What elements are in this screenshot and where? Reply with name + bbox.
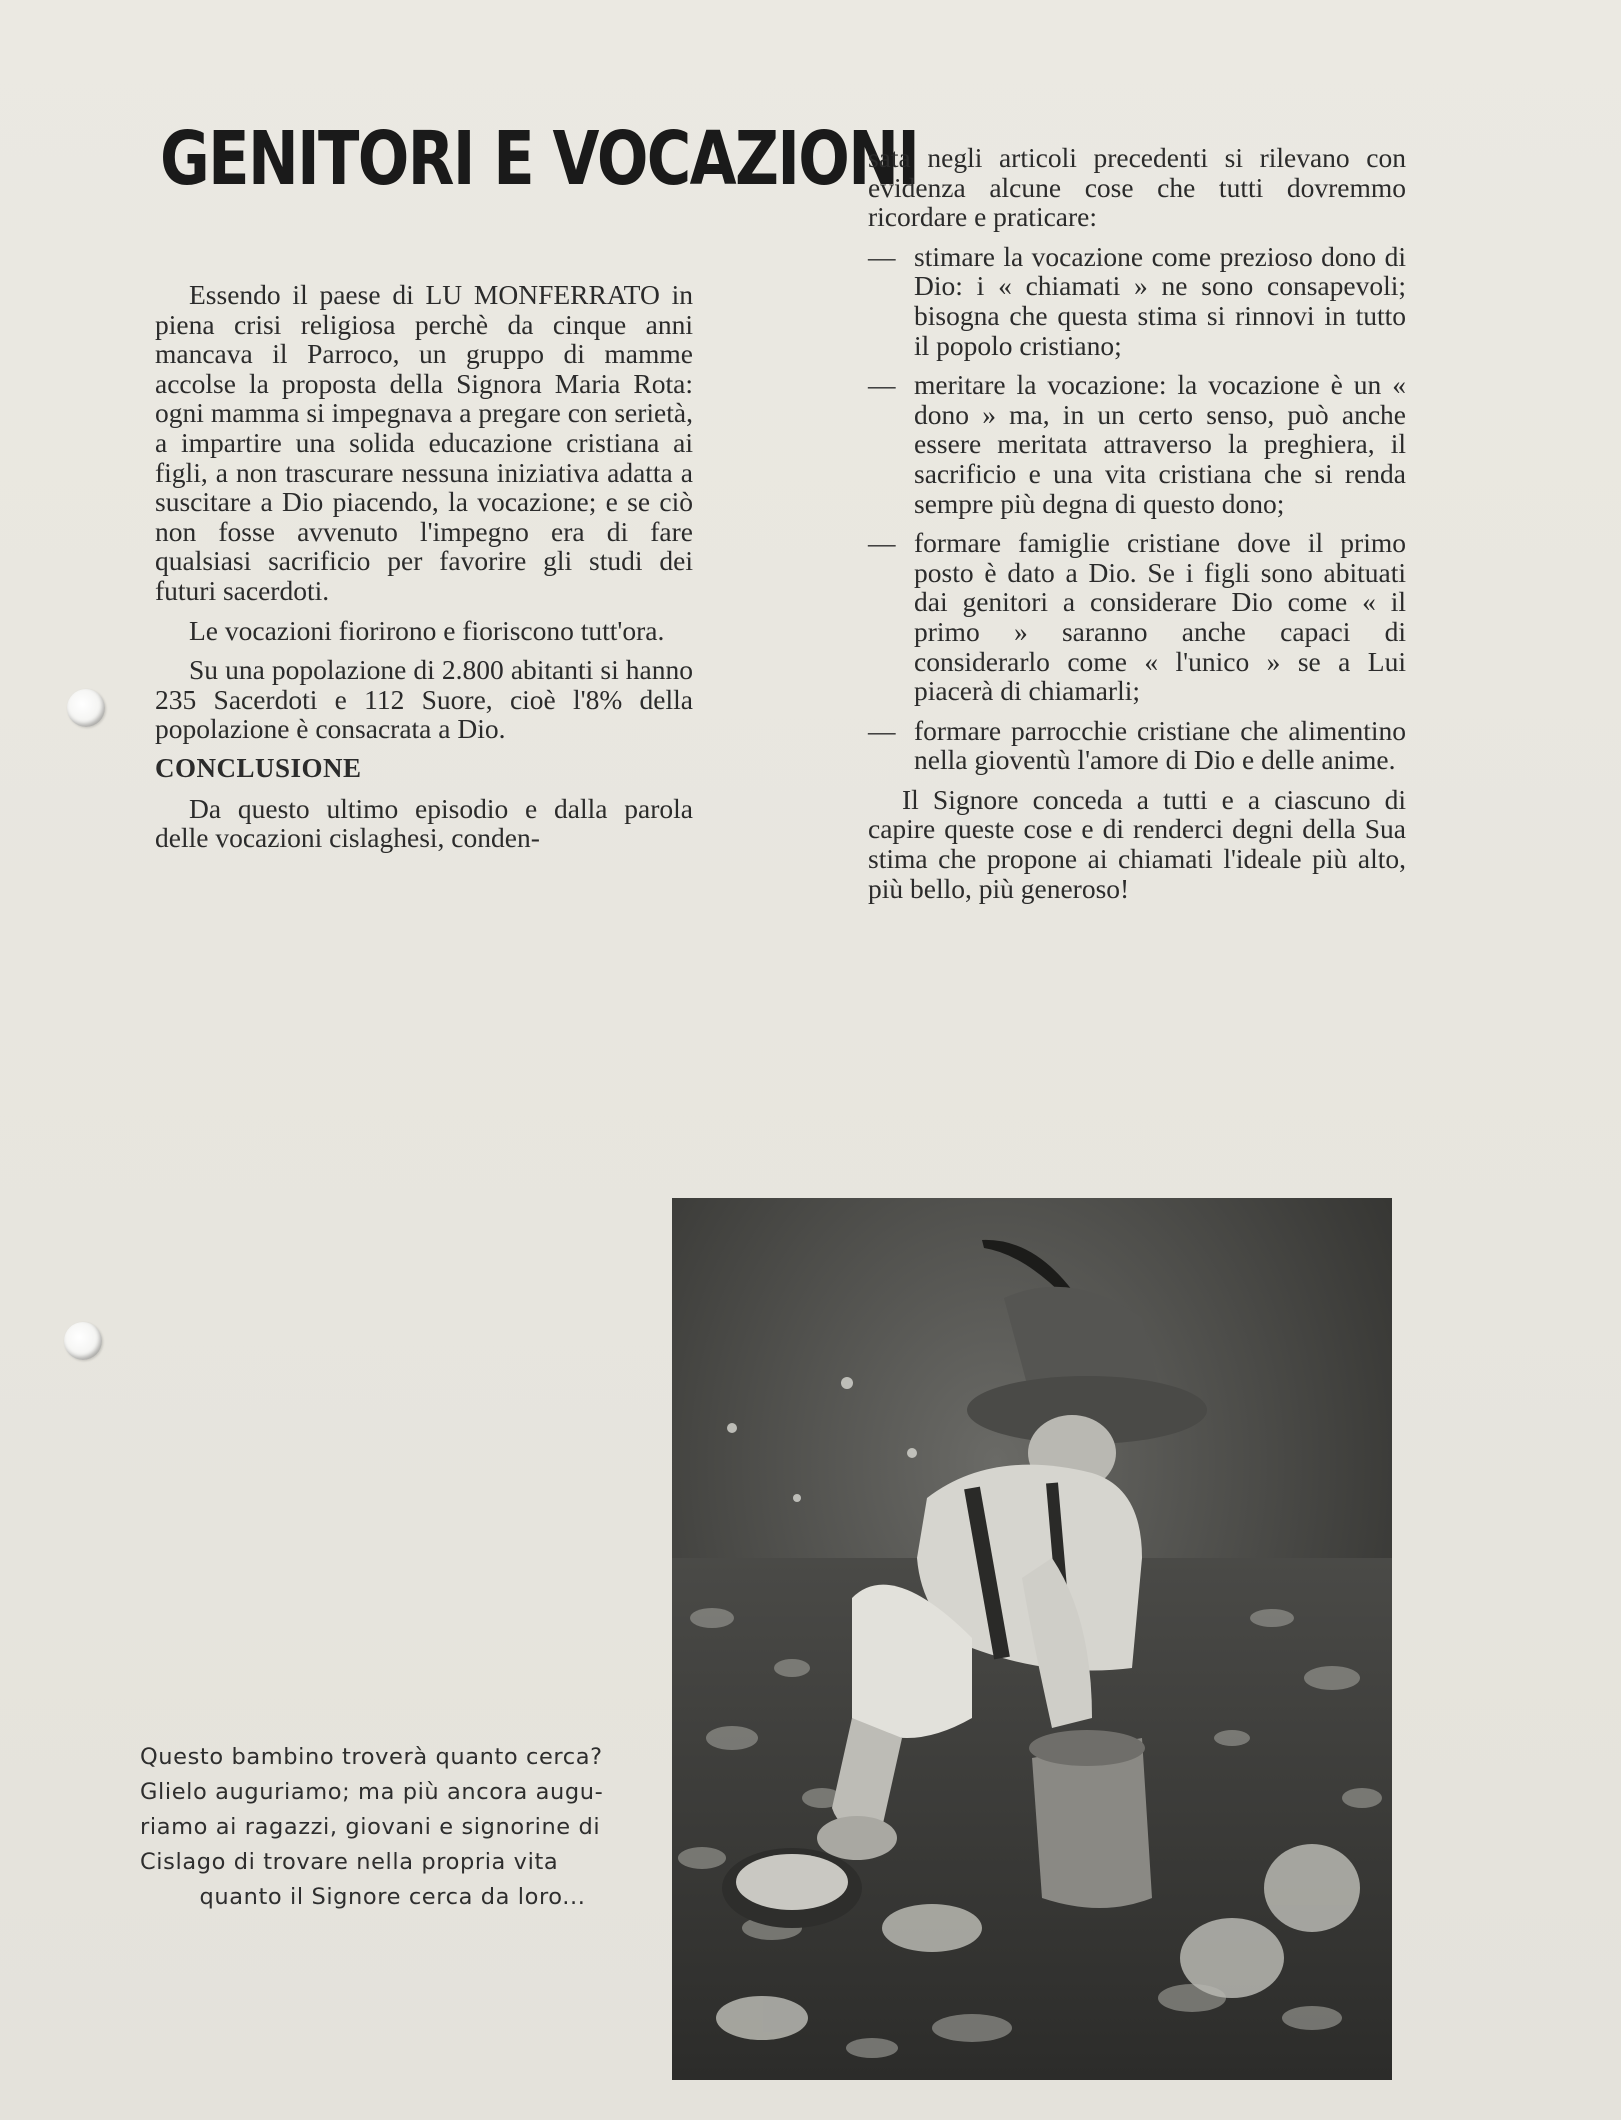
binder-hole-bottom — [64, 1322, 102, 1360]
caption-line: quanto il Signore cerca da loro... — [199, 1884, 586, 1910]
conclusion-paragraph: Da questo ultimo episodio e dalla parola delle vocazioni cislaghesi, conden- — [155, 792, 693, 854]
dash-bullet: — — [868, 714, 896, 746]
caption-line: Cislago di trovare nella propria vita — [140, 1849, 559, 1875]
left-column — [155, 280, 693, 863]
paragraph-3: Su una popolazione di 2.800 abitanti si hanno 235 Sacerdoti e 112 Suore, cioè l'8% della popolazione è consacrata a Dio. — [155, 654, 693, 745]
list-item — [868, 242, 1406, 360]
paragraph-1: Essendo il paese di LU MONFERRATO in piena crisi religiosa perchè da cinque anni mancava il Parroco, un gruppo di mamme accolse la proposta della Signora Maria Rota: ogni mamma si impegnava a pregare con serietà, a impartire una solida educazione cristiana ai figli, a non trascurare nessuna iniziativa adatta a suscitare a Dio piacendo, la vocazione; e se ciò non fosse avvenuto l'impegno era di fare qualsiasi sacrificio per favorire gli studi dei futuri sacerdoti. — [155, 279, 693, 606]
list-item-text: formare famiglie cristiane dove il primo posto è dato a Dio. Se i figli sono abituati dai genitori a considerare Dio come « il primo » saranno anche capaci di considerarlo come « l'unico » se a Lui piacerà di chiamarli; — [914, 527, 1406, 707]
list-item — [868, 370, 1406, 518]
dash-bullet: — — [868, 527, 896, 559]
caption-line: riamo ai ragazzi, giovani e signorine di — [140, 1814, 601, 1840]
conclusion-continuation: sata negli articoli precedenti si rilevano con evidenza alcune cose che tutti dovremmo ricordare e praticare: — [868, 142, 1406, 233]
child-photo — [672, 1198, 1392, 2080]
caption-line: Questo bambino troverà quanto cerca? — [140, 1744, 603, 1770]
section-heading-conclusione: CONCLUSIONE — [155, 752, 362, 783]
list-item — [868, 716, 1406, 775]
dash-bullet: — — [868, 369, 896, 401]
closing-paragraph: Il Signore conceda a tutti e a ciascuno di capire queste cose e di renderci degni della Sua stima che propone ai chiamati l'ideale più alto, più bello, più generoso! — [868, 783, 1406, 904]
list-item-text: meritare la vocazione: la vocazione è un « dono » ma, in un certo senso, può anche essere meritata attraverso la preghiera, il sacrificio e una vita cristiana che si renda sempre più degna di questo dono; — [914, 369, 1406, 519]
paragraph-2: Le vocazioni fiorirono e fioriscono tutt'ora. — [189, 614, 665, 646]
dash-bullet: — — [868, 240, 896, 272]
caption-line: Glielo auguriamo; ma più ancora augu- — [140, 1779, 604, 1805]
binder-hole-top — [67, 689, 105, 727]
photo-caption — [140, 1740, 645, 1915]
list-item-text: stimare la vocazione come prezioso dono di Dio: i « chiamati » ne sono consapevoli; bisogna che questa stima si rinnovi in tutto il popolo cristiano; — [914, 240, 1406, 361]
right-column — [868, 143, 1406, 913]
list-item — [868, 528, 1406, 706]
list-item-text: formare parrocchie cristiane che alimentino nella gioventù l'amore di Dio e delle anime. — [914, 714, 1406, 776]
article-title: GENITORI E VOCAZIONI — [160, 116, 919, 202]
child-photo-illustration — [672, 1198, 1392, 2080]
